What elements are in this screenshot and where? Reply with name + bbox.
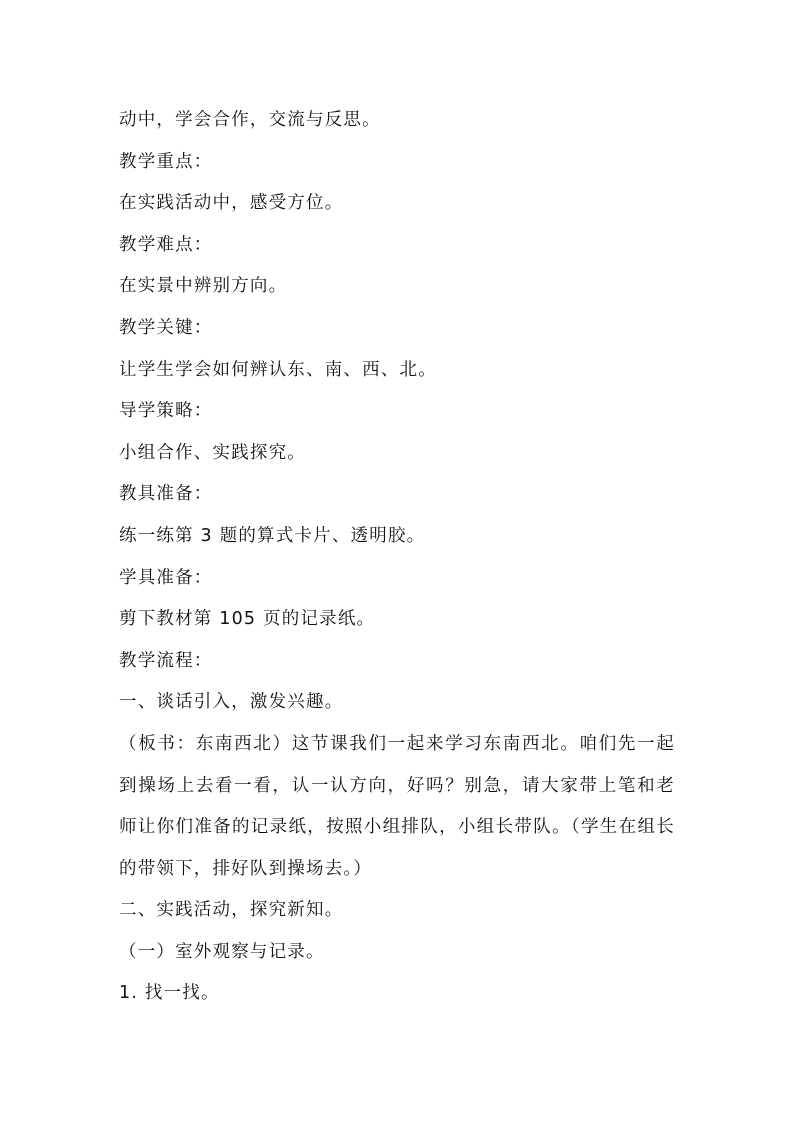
document-body [119,100,679,1015]
section-heading-strategy: 导学策略： [119,401,213,422]
text-line: 小组合作、实践探究。 [119,442,306,463]
section-heading-process: 教学流程： [119,650,213,671]
step-heading: 二、实践活动，探究新知。 [119,900,344,921]
text-line: 在实景中辨别方向。 [119,276,288,297]
numbered-item: 1. 找一找。 [119,983,220,1004]
section-heading-teaching-aids: 教具准备： [119,484,213,505]
section-heading-key: 教学关键： [119,317,213,338]
text-line: 动中，学会合作，交流与反思。 [119,110,381,130]
section-heading-difficulties: 教学难点： [119,234,213,255]
text-line: 练一练第 3 题的算式卡片、透明胶。 [119,525,426,546]
text-line: 在实践活动中，感受方位。 [119,193,344,214]
subsection-heading: （一）室外观察与记录。 [119,941,325,962]
step-heading: 一、谈话引入，激发兴趣。 [119,692,344,713]
body-paragraph: （板书：东南西北）这节课我们一起来学习东南西北。咱们先一起到操场上去看一看，认一认方向，好吗？别急，请大家带上笔和老师让你们准备的记录纸，按照小组排队，小组长带队。（学生在组长的带领下，排好队到操场去。） [119,733,675,879]
text-line: 让学生学会如何辨认东、南、西、北。 [119,359,437,380]
text-line: 剪下教材第 105 页的记录纸。 [119,609,376,630]
section-heading-student-aids: 学具准备： [119,567,213,588]
section-heading-key-points: 教学重点： [119,151,213,172]
